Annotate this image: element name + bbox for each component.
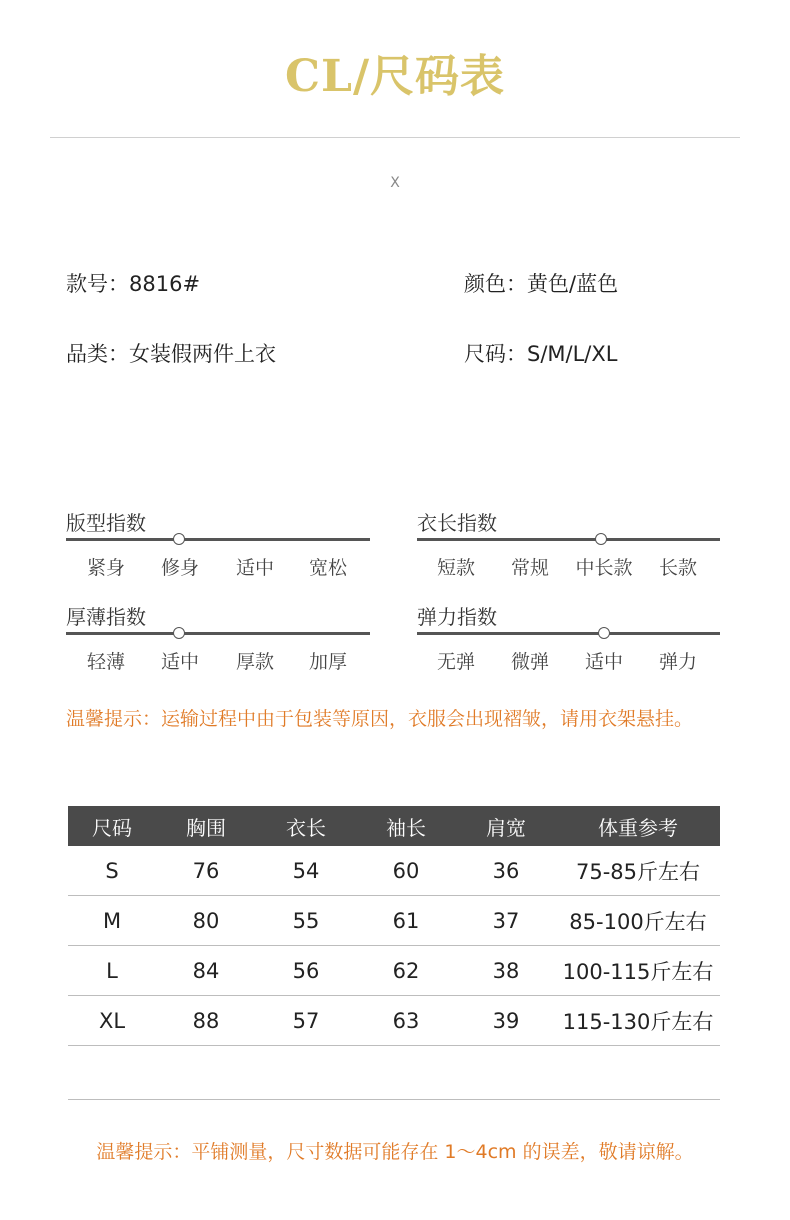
cell-weight: 100-115斤左右 <box>556 946 720 996</box>
length-option: 中长款 <box>575 557 633 579</box>
cell-size: L <box>68 946 156 996</box>
thickness-option: 轻薄 <box>86 651 125 673</box>
header-shoulder: 肩宽 <box>456 806 556 846</box>
cell-chest: 84 <box>156 946 256 996</box>
x-mark: X <box>390 175 400 191</box>
cell-weight: 85-100斤左右 <box>556 896 720 946</box>
cell-length: 57 <box>256 996 356 1046</box>
cell-length: 54 <box>256 846 356 896</box>
fit-option: 修身 <box>160 557 199 579</box>
fit-index-marker <box>173 533 185 545</box>
elasticity-index-scale <box>417 632 720 635</box>
cell-sleeve: 62 <box>356 946 456 996</box>
title-divider <box>50 137 740 138</box>
length-option: 常规 <box>510 557 549 579</box>
color-info: 颜色：黄色/蓝色 <box>464 272 619 296</box>
fit-option: 宽松 <box>308 557 347 579</box>
length-index-scale <box>417 538 720 541</box>
bottom-divider <box>68 1099 720 1100</box>
fit-option: 适中 <box>235 557 274 579</box>
cell-shoulder: 37 <box>456 896 556 946</box>
table-row <box>68 996 720 1046</box>
cell-size: S <box>68 846 156 896</box>
header-chest: 胸围 <box>156 806 256 846</box>
length-index-marker <box>595 533 607 545</box>
cell-sleeve: 63 <box>356 996 456 1046</box>
category-info: 品类：女装假两件上衣 <box>66 342 276 366</box>
style-number: 款号：8816# <box>66 272 201 296</box>
cell-shoulder: 36 <box>456 846 556 896</box>
table-row <box>68 846 720 896</box>
thickness-index-scale <box>66 632 370 635</box>
table-row <box>68 946 720 996</box>
thickness-option: 适中 <box>160 651 199 673</box>
size-info: 尺码：S/M/L/XL <box>464 342 618 366</box>
cell-weight: 115-130斤左右 <box>556 996 720 1046</box>
cell-shoulder: 39 <box>456 996 556 1046</box>
table-header-row <box>68 806 720 846</box>
header-weight: 体重参考 <box>556 806 720 846</box>
header-size: 尺码 <box>68 806 156 846</box>
elasticity-option: 适中 <box>584 651 623 673</box>
elasticity-index-title: 弹力指数 <box>417 605 497 629</box>
length-option: 短款 <box>436 557 475 579</box>
cell-length: 55 <box>256 896 356 946</box>
measurement-tip: 温馨提示：平铺测量，尺寸数据可能存在 1～4cm 的误差，敬请谅解。 <box>96 1141 694 1163</box>
elasticity-option: 微弹 <box>510 651 549 673</box>
shipping-tip: 温馨提示：运输过程中由于包装等原因，衣服会出现褶皱，请用衣架悬挂。 <box>66 708 694 730</box>
header-sleeve: 袖长 <box>356 806 456 846</box>
table-row <box>68 896 720 946</box>
cell-size: M <box>68 896 156 946</box>
thickness-option: 厚款 <box>235 651 274 673</box>
fit-option: 紧身 <box>86 557 125 579</box>
cell-size: XL <box>68 996 156 1046</box>
elasticity-option: 无弹 <box>436 651 475 673</box>
header-length: 衣长 <box>256 806 356 846</box>
cell-shoulder: 38 <box>456 946 556 996</box>
thickness-index-marker <box>173 627 185 639</box>
page-title: CL/尺码表 <box>284 51 506 102</box>
thickness-index-title: 厚薄指数 <box>66 605 146 629</box>
fit-index-title: 版型指数 <box>66 511 146 535</box>
thickness-option: 加厚 <box>308 651 347 673</box>
elasticity-option: 弹力 <box>658 651 697 673</box>
cell-sleeve: 60 <box>356 846 456 896</box>
fit-index-scale <box>66 538 370 541</box>
cell-chest: 76 <box>156 846 256 896</box>
cell-chest: 88 <box>156 996 256 1046</box>
cell-chest: 80 <box>156 896 256 946</box>
cell-length: 56 <box>256 946 356 996</box>
size-table <box>68 806 720 1046</box>
cell-weight: 75-85斤左右 <box>556 846 720 896</box>
elasticity-index-marker <box>598 627 610 639</box>
length-option: 长款 <box>658 557 697 579</box>
cell-sleeve: 61 <box>356 896 456 946</box>
length-index-title: 衣长指数 <box>417 511 497 535</box>
